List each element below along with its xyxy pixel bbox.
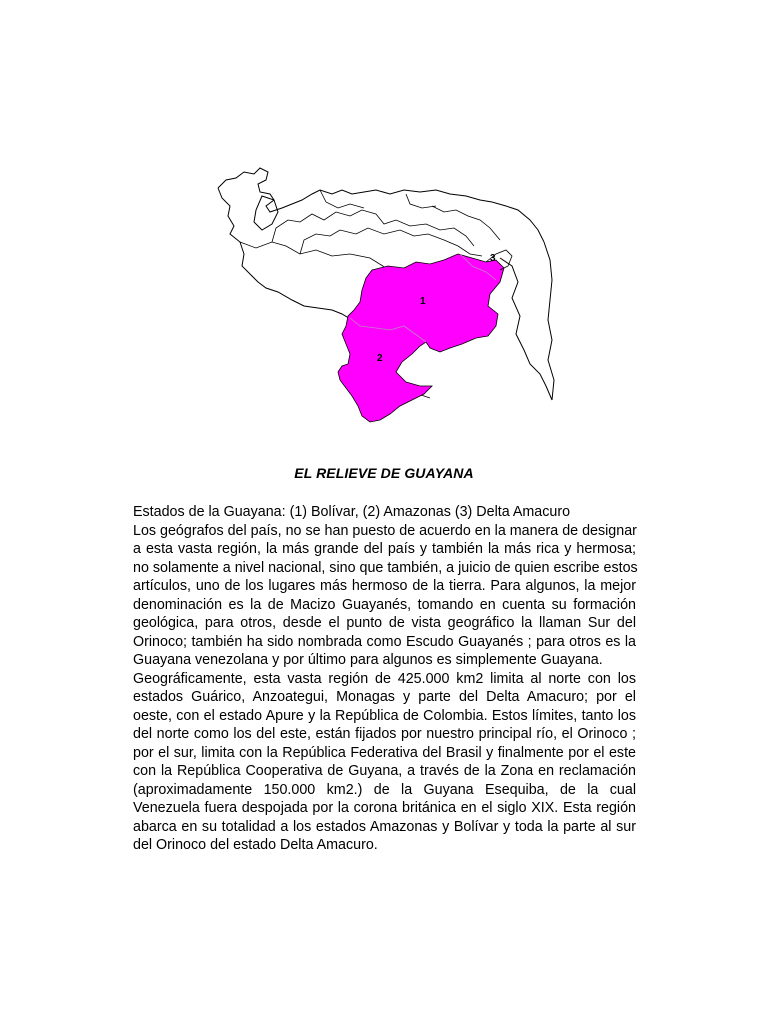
- map-west-border: [218, 188, 352, 320]
- body-line: (aproximadamente 150.000 km2.) de la Guyana Esequiba, de la cual: [133, 781, 636, 798]
- map-lake: [254, 196, 278, 230]
- body-line: Orinoco; también ha sido nombrada como Escudo Guayanés ; para otros es la: [133, 633, 636, 650]
- venezuela-map-svg: [200, 150, 570, 440]
- map-label-3: 3: [490, 253, 496, 264]
- body-line: Venezuela fuera despojada por la corona británica en el siglo XIX. Esta región: [133, 800, 636, 816]
- body-line: geológica, para otros, desde el punto de vista geográfico la llaman Sur del: [133, 615, 636, 631]
- body-line: con la República Cooperativa de Guyana, a través de la Zona en reclamación: [133, 763, 636, 779]
- body-line: Guayana venezolana y por último para algunos es simplemente Guayana.: [133, 652, 603, 668]
- map-label-2: 2: [377, 353, 383, 364]
- body-line: por el sur, limita con la República Federativa del Brasil y finalmente por el este: [133, 744, 636, 761]
- body-line: estados Guárico, Anzoategui, Monagas y parte del Delta Amacuro; por el: [133, 689, 636, 705]
- document-title: EL RELIEVE DE GUAYANA: [294, 465, 474, 481]
- body-line: artículos, uno de los lugares más hermoso de la tierra. Para algunos, la mejor: [133, 578, 636, 594]
- body-line: a esta vasta región, la más grande del país y también la más rica y hermosa;: [133, 541, 636, 557]
- map-coastline: [218, 168, 544, 242]
- venezuela-map: [200, 150, 570, 440]
- body-line: oeste, con el estado Apure y la República de Colombia. Estos límites, tanto los: [133, 707, 636, 724]
- body-line: Estados de la Guayana: (1) Bolívar, (2) Amazonas (3) Delta Amacuro: [133, 504, 571, 520]
- body-line: del Orinoco del estado Delta Amacuro.: [133, 837, 378, 853]
- body-line: no solamente a nivel nacional, sino que también, a juicio de quien escribe estos: [133, 559, 638, 576]
- body-line: denominación es la de Macizo Guayanés, tomando en cuenta su formación: [133, 596, 636, 613]
- body-line: Geográficamente, esta vasta región de 425.000 km2 limita al norte con los: [133, 670, 636, 687]
- document-body: [133, 503, 636, 855]
- body-line: Los geógrafos del país, no se han puesto de acuerdo en la manera de designar: [133, 522, 637, 539]
- body-line: abarca en su totalidad a los estados Amazonas y Bolívar y toda la parte al sur: [133, 818, 636, 835]
- map-label-1: 1: [420, 296, 426, 307]
- body-line: del norte como los del este, están fijados por nuestro principal río, el Orinoco ;: [133, 726, 636, 742]
